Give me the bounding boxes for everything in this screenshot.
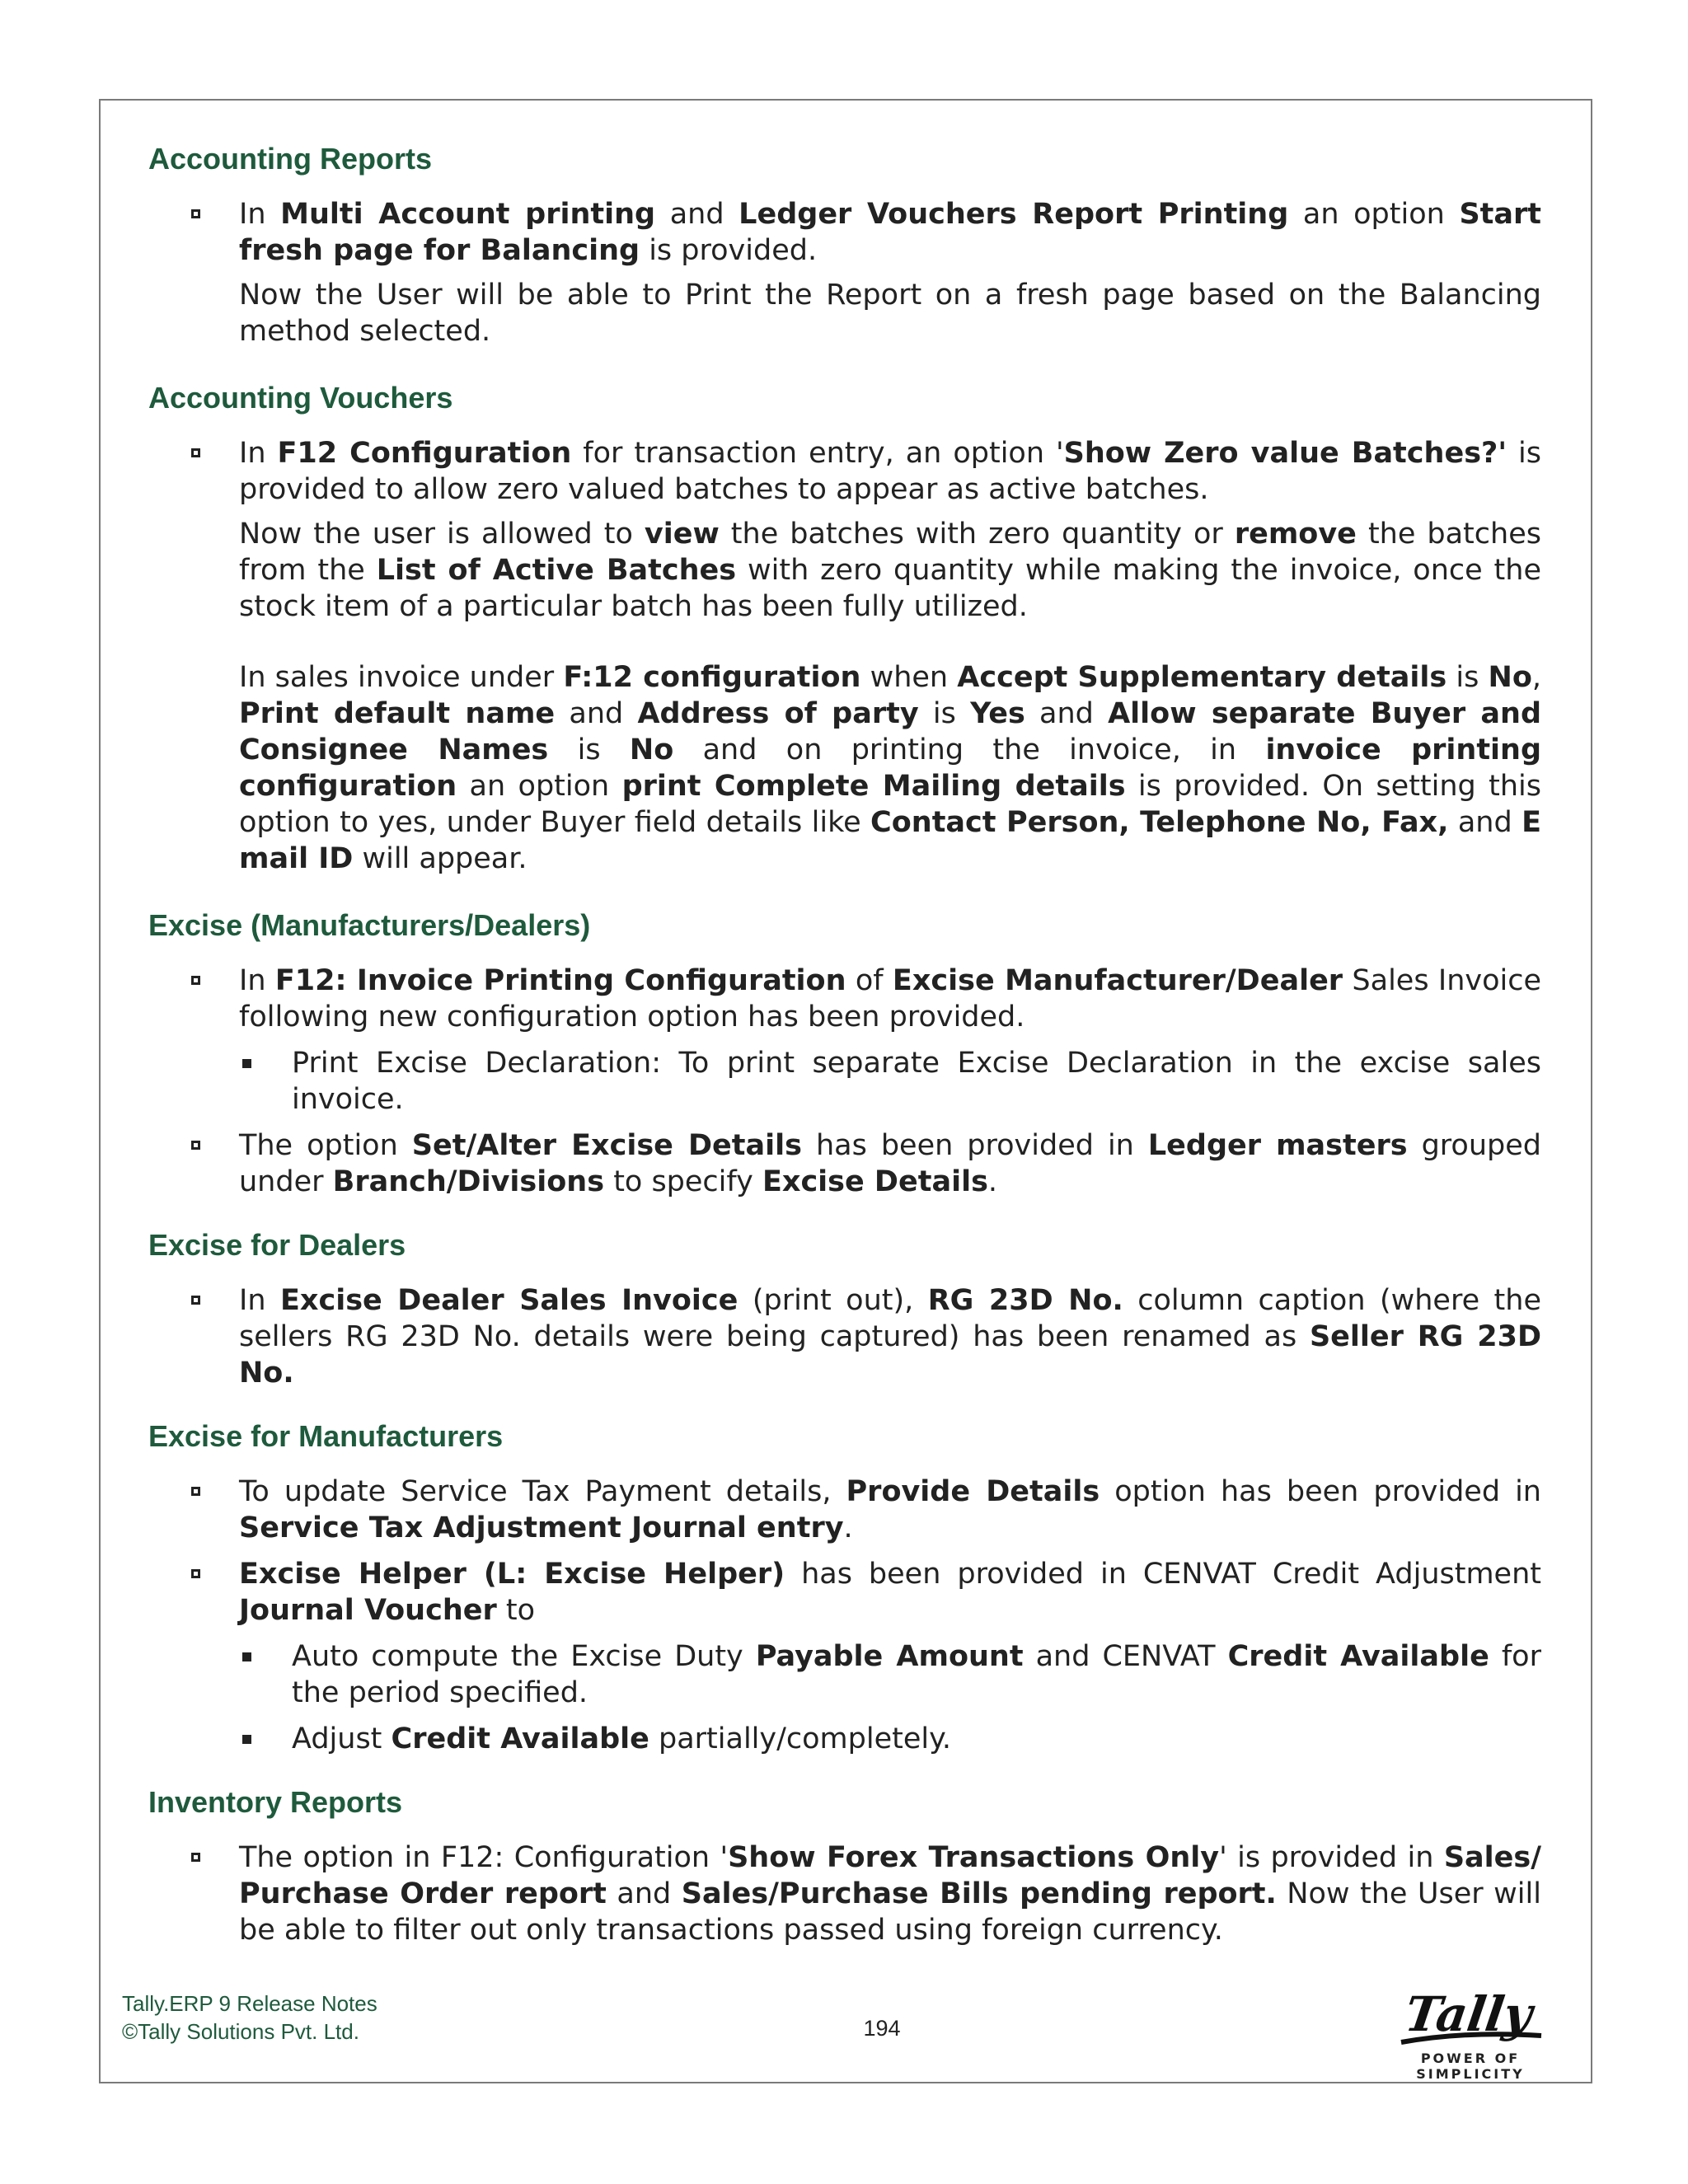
list-item bbox=[148, 196, 1541, 349]
sub-list-item bbox=[148, 1045, 1541, 1118]
section bbox=[148, 138, 1541, 349]
hollow-square-bullet-icon bbox=[191, 448, 200, 457]
section-heading: Inventory Reports bbox=[148, 1785, 403, 1819]
text-run: ' is provided in bbox=[1219, 1841, 1444, 1874]
text-run: and CENVAT bbox=[1023, 1640, 1228, 1673]
bold-text: Excise Helper (L: Excise Helper) bbox=[239, 1558, 785, 1591]
text-run: (print out), bbox=[738, 1284, 928, 1317]
text-run: Now the User will be able to Print the Report on a fresh page based on the Balancing method selected. bbox=[239, 279, 1541, 348]
text-run: will appear. bbox=[353, 842, 528, 875]
bold-text: No bbox=[629, 733, 674, 766]
text-run: is bbox=[548, 733, 630, 766]
section bbox=[148, 1225, 1541, 1391]
bold-text: Provide Details bbox=[846, 1475, 1100, 1508]
sub-list-item bbox=[148, 1638, 1541, 1711]
list-item bbox=[148, 1127, 1541, 1200]
text-run: and bbox=[655, 198, 739, 231]
text-run: In bbox=[239, 1284, 280, 1317]
square-bullet-icon bbox=[242, 1735, 251, 1744]
bold-text: Ledger masters bbox=[1147, 1129, 1408, 1162]
section bbox=[148, 1416, 1541, 1757]
bold-text: Allow separate Buyer and Consignee Names bbox=[239, 697, 1541, 766]
text-run: with zero quantity while making the invoice, once the stock item of a particular batch has been fully utilized. bbox=[239, 554, 1541, 623]
bold-text: remove bbox=[1234, 518, 1357, 551]
text-run: In sales invoice under bbox=[239, 661, 564, 694]
paragraph bbox=[239, 196, 1541, 269]
hollow-square-bullet-icon bbox=[191, 1141, 200, 1150]
bold-text: Sales/ Purchase Order report bbox=[239, 1841, 1541, 1910]
text-run: and bbox=[1448, 806, 1522, 839]
bold-text: Contact Person, Telephone No, Fax, bbox=[870, 806, 1449, 839]
footer-copyright: ©Tally Solutions Pvt. Ltd. bbox=[122, 2019, 359, 2044]
bold-text: Seller RG 23D No. bbox=[239, 1320, 1541, 1390]
section-heading: Excise for Manufacturers bbox=[148, 1419, 504, 1453]
bold-text: Accept Supplementary details bbox=[957, 661, 1447, 694]
square-bullet-icon bbox=[242, 1059, 251, 1068]
section bbox=[148, 377, 1541, 877]
bold-text: Print default name bbox=[239, 697, 556, 730]
paragraph bbox=[239, 516, 1541, 625]
text-run: is bbox=[1447, 661, 1489, 694]
text-run: partially/completely. bbox=[649, 1722, 951, 1755]
section-heading: Excise (Manufacturers/Dealers) bbox=[148, 908, 591, 942]
text-run: Now the user is allowed to bbox=[239, 518, 645, 551]
paragraph bbox=[292, 1721, 1541, 1757]
list-item bbox=[148, 1840, 1541, 1948]
list-item bbox=[148, 1282, 1541, 1391]
text-run: an option bbox=[457, 770, 622, 803]
text-run: The option bbox=[239, 1129, 412, 1162]
paragraph bbox=[239, 963, 1541, 1035]
text-run: has been provided in bbox=[801, 1129, 1148, 1162]
text-run: to specify bbox=[604, 1165, 762, 1198]
text-run: Print Excise Declaration: To print separate Excise Declaration in the excise sales invoice. bbox=[292, 1047, 1541, 1116]
bold-text: Ledger Vouchers Report Printing bbox=[738, 198, 1289, 231]
text-run: , bbox=[1531, 661, 1542, 694]
bold-text: Credit Available bbox=[1227, 1640, 1489, 1673]
paragraph bbox=[239, 1127, 1541, 1200]
text-run: To update Service Tax Payment details, bbox=[239, 1475, 846, 1508]
text-run: In bbox=[239, 437, 278, 470]
text-run: of bbox=[846, 964, 893, 997]
bold-text: Show Forex Transactions Only bbox=[728, 1841, 1220, 1874]
text-run: for transaction entry, an option ' bbox=[571, 437, 1064, 470]
text-run: the batches with zero quantity or bbox=[719, 518, 1235, 551]
bold-text: Yes bbox=[970, 697, 1025, 730]
hollow-square-bullet-icon bbox=[191, 1296, 200, 1305]
paragraph bbox=[239, 435, 1541, 508]
hollow-square-bullet-icon bbox=[191, 1569, 200, 1578]
text-run: In bbox=[239, 964, 275, 997]
text-run: In bbox=[239, 198, 281, 231]
bold-text: Address of party bbox=[637, 697, 919, 730]
bold-text: Branch/Divisions bbox=[332, 1165, 605, 1198]
bold-text: Payable Amount bbox=[755, 1640, 1024, 1673]
text-run: and on printing the invoice, in bbox=[673, 733, 1266, 766]
text-run: the batches from the bbox=[239, 518, 1541, 587]
text-run: and bbox=[606, 1877, 682, 1910]
text-run: Now the User will be able to filter out only transactions passed using foreign currency. bbox=[239, 1877, 1541, 1947]
paragraph bbox=[239, 277, 1541, 349]
bold-text: Excise Details bbox=[762, 1165, 988, 1198]
text-run: . bbox=[843, 1511, 853, 1544]
text-run: is provided. bbox=[640, 234, 818, 267]
bold-text: F12 Configuration bbox=[277, 437, 572, 470]
section bbox=[148, 905, 1541, 1200]
section-heading: Excise for Dealers bbox=[148, 1228, 406, 1262]
bold-text: No bbox=[1488, 661, 1532, 694]
bold-text: List of Active Batches bbox=[376, 554, 737, 587]
text-run: column caption (where the sellers RG 23D No. details were being captured) has been renamed as bbox=[239, 1284, 1541, 1353]
text-run: is provided. On setting this option to yes, under Buyer field details like bbox=[239, 770, 1541, 839]
text-run: an option bbox=[1288, 198, 1460, 231]
paragraph bbox=[292, 1638, 1541, 1711]
hollow-square-bullet-icon bbox=[191, 976, 200, 985]
text-run: for the period specified. bbox=[292, 1640, 1541, 1709]
text-run: and bbox=[1025, 697, 1109, 730]
text-run: Adjust bbox=[292, 1722, 392, 1755]
text-run: has been provided in CENVAT Credit Adjustment bbox=[785, 1558, 1542, 1591]
paragraph bbox=[292, 1045, 1541, 1118]
text-run: . bbox=[987, 1165, 998, 1198]
bold-text: Excise Manufacturer/Dealer bbox=[892, 964, 1343, 997]
footer-info bbox=[122, 1990, 377, 2046]
text-run: when bbox=[860, 661, 958, 694]
square-bullet-icon bbox=[242, 1652, 251, 1661]
section-heading: Accounting Reports bbox=[148, 142, 433, 176]
text-run: Auto compute the Excise Duty bbox=[292, 1640, 756, 1673]
bold-text: Multi Account printing bbox=[280, 198, 656, 231]
text-run: Sales Invoice following new configuration option has been provided. bbox=[239, 964, 1542, 1033]
footer-release-notes: Tally.ERP 9 Release Notes bbox=[122, 1991, 377, 2016]
bold-text: invoice printing configuration bbox=[239, 733, 1542, 803]
section bbox=[148, 1782, 1541, 1948]
sub-list-item bbox=[148, 1721, 1541, 1757]
document-body bbox=[148, 138, 1541, 1958]
bold-text: F12: Invoice Printing Configuration bbox=[274, 964, 846, 997]
bold-text: Show Zero value Batches?' bbox=[1063, 437, 1507, 470]
bold-text: view bbox=[644, 518, 720, 551]
bold-text: print Complete Mailing details bbox=[621, 770, 1126, 803]
bold-text: Excise Dealer Sales Invoice bbox=[279, 1284, 738, 1317]
hollow-square-bullet-icon bbox=[191, 209, 200, 218]
logo-tagline: POWER OF SIMPLICITY bbox=[1416, 2050, 1525, 2082]
paragraph bbox=[239, 1840, 1541, 1948]
paragraph bbox=[239, 1556, 1541, 1629]
bold-text: Set/Alter Excise Details bbox=[411, 1129, 802, 1162]
bold-text: E mail ID bbox=[239, 806, 1541, 875]
bold-text: Journal Voucher bbox=[239, 1594, 497, 1627]
text-run: grouped under bbox=[239, 1129, 1541, 1198]
text-run: option has been provided in bbox=[1100, 1475, 1541, 1508]
text-run: to bbox=[496, 1594, 536, 1627]
hollow-square-bullet-icon bbox=[191, 1487, 200, 1496]
text-run: is provided to allow zero valued batches to appear as active batches. bbox=[239, 437, 1541, 506]
bold-text: Start fresh page for Balancing bbox=[239, 198, 1541, 267]
list-item bbox=[148, 1556, 1541, 1629]
paragraph bbox=[239, 1474, 1541, 1546]
text-run: is bbox=[918, 697, 971, 730]
paragraph bbox=[239, 659, 1541, 877]
section-heading: Accounting Vouchers bbox=[148, 381, 453, 415]
page-number: 194 bbox=[863, 2016, 901, 2041]
bold-text: F:12 configuration bbox=[563, 661, 861, 694]
bold-text: Sales/Purchase Bills pending report. bbox=[681, 1877, 1277, 1910]
list-item bbox=[148, 435, 1541, 877]
hollow-square-bullet-icon bbox=[191, 1853, 200, 1862]
bold-text: Credit Available bbox=[391, 1722, 649, 1755]
paragraph bbox=[239, 1282, 1541, 1391]
bold-text: RG 23D No. bbox=[927, 1284, 1123, 1317]
text-run: and bbox=[555, 697, 638, 730]
text-run: The option in F12: Configuration ' bbox=[239, 1841, 729, 1874]
list-item bbox=[148, 963, 1541, 1035]
bold-text: Service Tax Adjustment Journal entry bbox=[239, 1511, 844, 1544]
list-item bbox=[148, 1474, 1541, 1546]
tally-logo-wordmark: Tally bbox=[1401, 1985, 1536, 2042]
